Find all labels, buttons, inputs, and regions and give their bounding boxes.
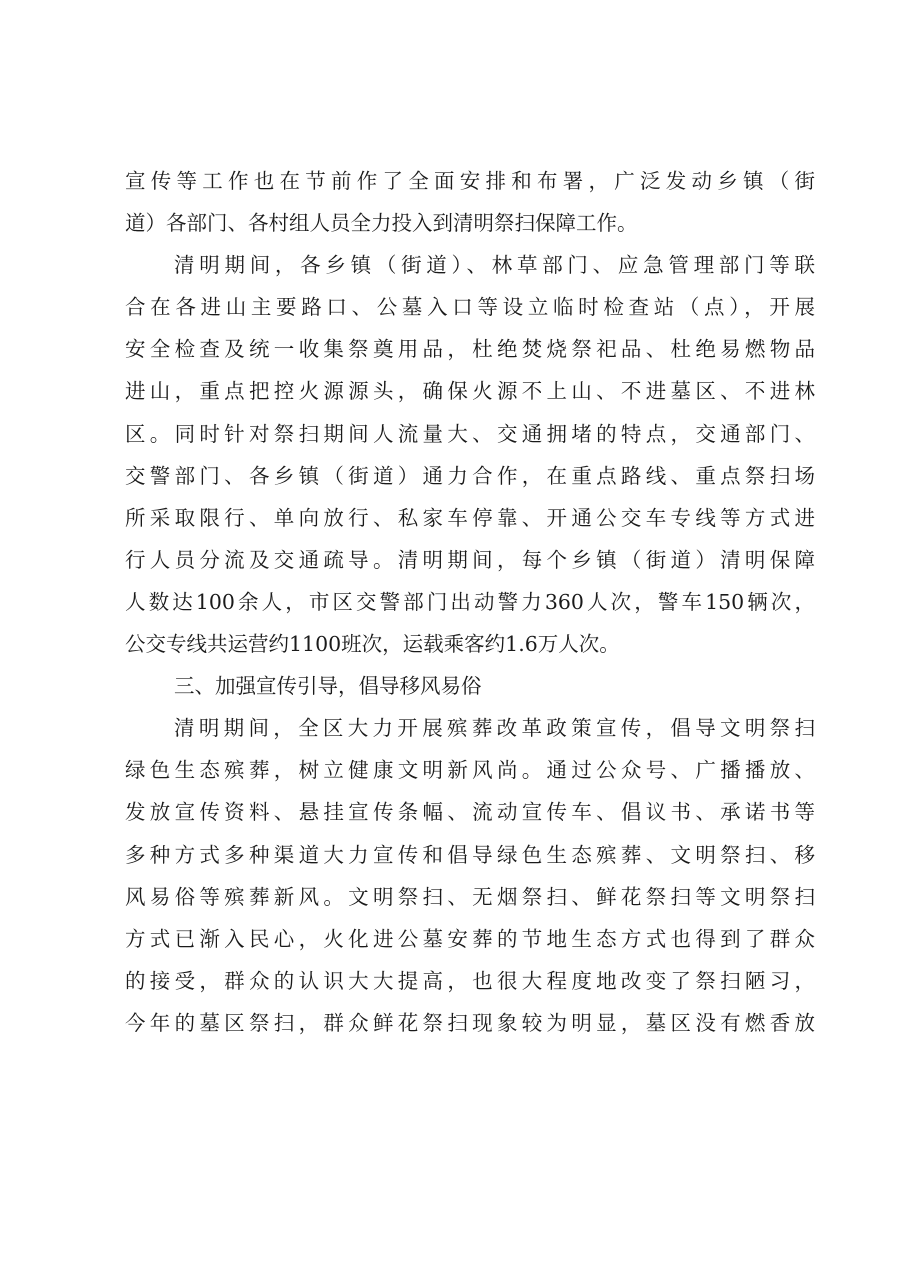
text-line: 区。同时针对祭扫期间人流量大、交通拥堵的特点，交通部门、 [125, 421, 815, 446]
text-line: 风易俗等殡葬新风。文明祭扫、无烟祭扫、鲜花祭扫等文明祭扫 [125, 884, 815, 909]
text-line: 宣传等工作也在节前作了全面安排和布署，广泛发动乡镇（街 [125, 169, 815, 193]
text-line: 三、加强宣传引导，倡导移风易俗 [174, 674, 482, 699]
text-line: 今年的墓区祭扫，群众鲜花祭扫现象较为明显，墓区没有燃香放 [125, 1010, 815, 1035]
text-line: 合在各进山主要路口、公墓入口等设立临时检查站（点），开展 [125, 295, 815, 320]
text-line: 方式已渐入民心，火化进公墓安葬的节地生态方式也得到了群众 [125, 926, 815, 951]
text-line: 清明期间，全区大力开展殡葬改革政策宣传，倡导文明祭扫 [174, 716, 815, 741]
text-line: 绿色生态殡葬，树立健康文明新风尚。通过公众号、广播播放、 [125, 758, 815, 783]
text-line: 发放宣传资料、悬挂宣传条幅、流动宣传车、倡议书、承诺书等 [125, 800, 815, 825]
text-line: 公交专线共运营约1100班次，运载乘客约1.6万人次。 [125, 632, 620, 657]
text-line: 道）各部门、各村组人员全力投入到清明祭扫保障工作。 [125, 211, 638, 236]
text-line: 安全检查及统一收集祭奠用品，杜绝焚烧祭祀品、杜绝易燃物品 [125, 337, 815, 362]
text-line: 所采取限行、单向放行、私家车停靠、开通公交车专线等方式进 [125, 505, 815, 530]
text-line: 清明期间，各乡镇（街道）、林草部门、应急管理部门等联 [174, 253, 815, 278]
text-line: 行人员分流及交通疏导。清明期间，每个乡镇（街道）清明保障 [125, 547, 815, 572]
text-line: 的接受，群众的认识大大提高，也很大程度地改变了祭扫陋习， [125, 968, 815, 993]
text-line: 进山，重点把控火源源头，确保火源不上山、不进墓区、不进林 [125, 379, 815, 404]
text-line: 人数达100余人，市区交警部门出动警力360人次，警车150辆次， [125, 589, 815, 614]
text-line: 交警部门、各乡镇（街道）通力合作，在重点路线、重点祭扫场 [125, 463, 815, 488]
text-line: 多种方式多种渠道大力宣传和倡导绿色生态殡葬、文明祭扫、移 [125, 842, 815, 867]
document-body [125, 160, 815, 1044]
